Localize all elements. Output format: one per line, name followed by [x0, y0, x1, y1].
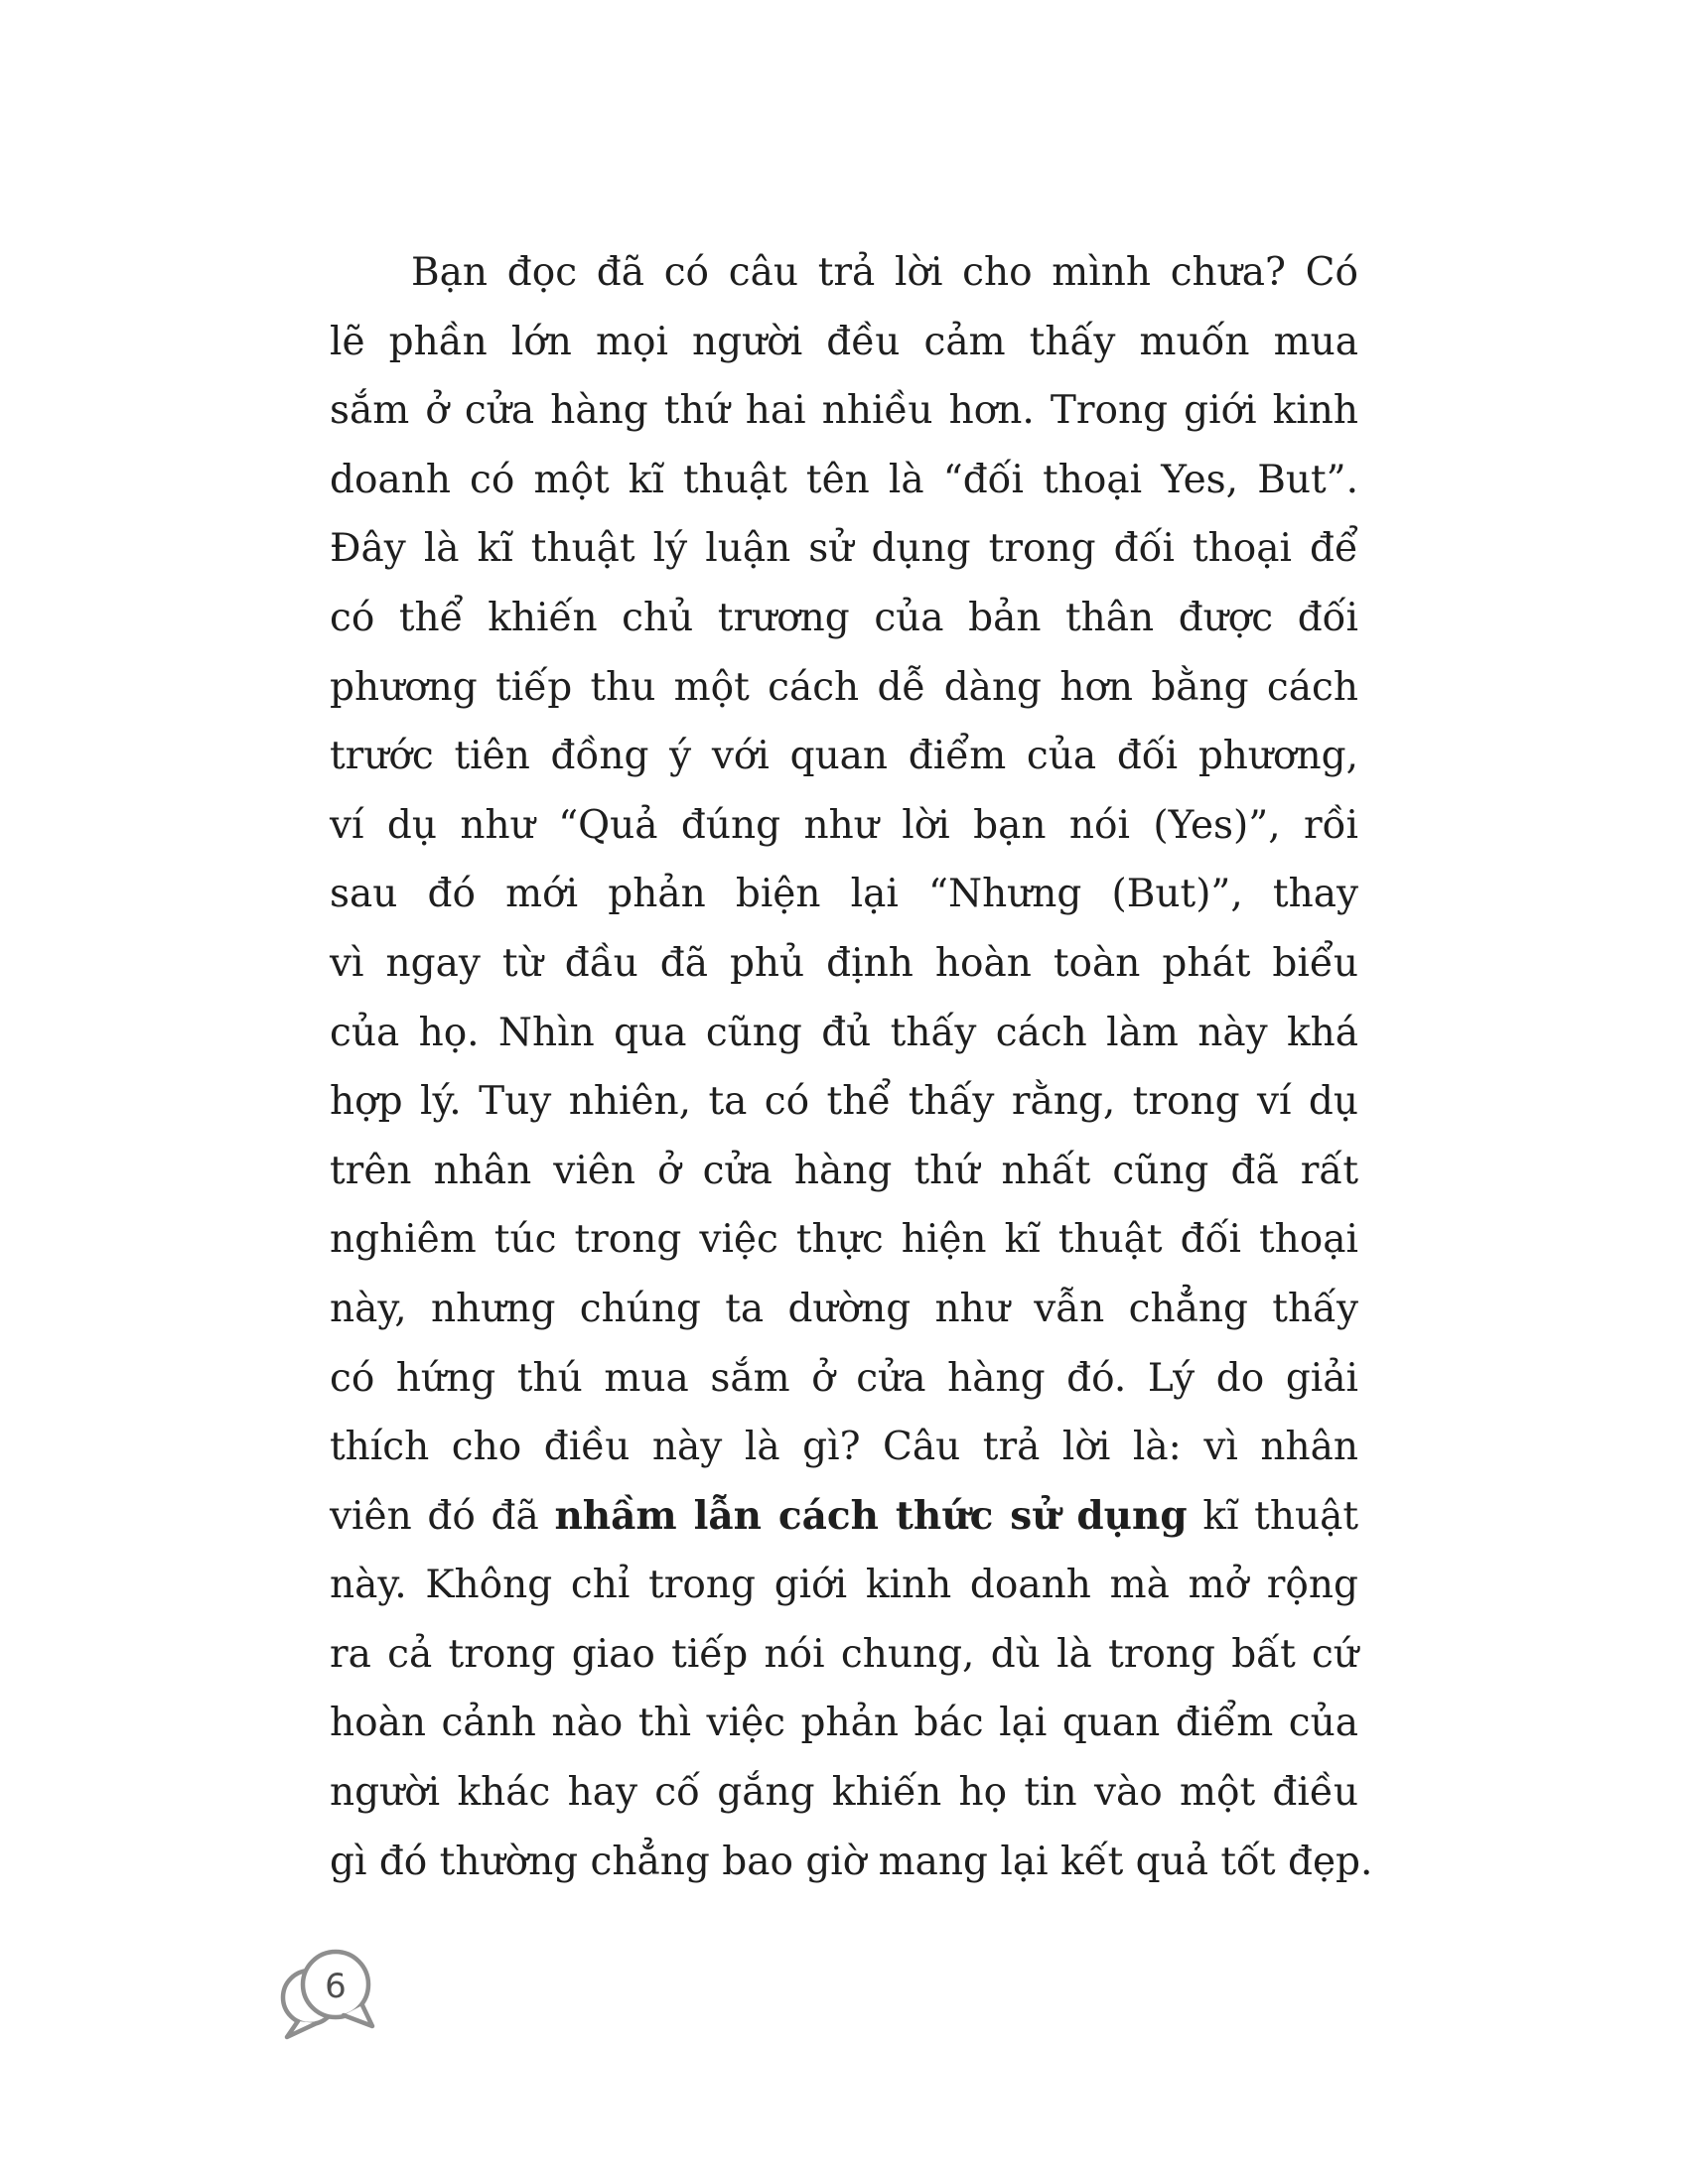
text-line: ví dụ như “Quả đúng như lời bạn nói (Yes)”, rồi — [330, 802, 1358, 848]
body-text — [330, 238, 1373, 1896]
text-line: của họ. Nhìn qua cũng đủ thấy cách làm này khá — [330, 1010, 1358, 1055]
page-number: 6 — [325, 1967, 347, 2006]
text-line: người khác hay cố gắng khiến họ tin vào một điều — [330, 1770, 1358, 1816]
text-line: phương tiếp thu một cách dễ dàng hơn bằng cách — [330, 664, 1358, 710]
text-line: ra cả trong giao tiếp nói chung, dù là trong bất cứ — [330, 1631, 1358, 1677]
text-line: có hứng thú mua sắm ở cửa hàng đó. Lý do giải — [330, 1355, 1358, 1401]
text-line: có thể khiến chủ trương của bản thân được đối — [330, 595, 1358, 640]
text-line: sắm ở cửa hàng thứ hai nhiều hơn. Trong giới kinh — [330, 388, 1358, 434]
text-line: Đây là kĩ thuật lý luận sử dụng trong đối thoại để — [330, 526, 1358, 572]
text-line: này. Không chỉ trong giới kinh doanh mà mở rộng — [330, 1563, 1358, 1608]
text-line: hợp lý. Tuy nhiên, ta có thể thấy rằng, trong ví dụ — [330, 1079, 1358, 1125]
text-line: gì đó thường chẳng bao giờ mang lại kết quả tốt đẹp. — [330, 1839, 1373, 1884]
speech-bubbles-icon — [274, 1942, 379, 2043]
bold-emphasis: nhầm lẫn cách thức sử dụng — [554, 1492, 1188, 1539]
text-line: sau đó mới phản biện lại “Nhưng (But)”, thay — [330, 872, 1358, 917]
text-line: doanh có một kĩ thuật tên là “đối thoại Yes, But”. — [330, 457, 1358, 502]
text-line: này, nhưng chúng ta dường như vẫn chẳng thấy — [330, 1286, 1358, 1331]
text-line: vì ngay từ đầu đã phủ định hoàn toàn phát biểu — [330, 940, 1358, 986]
text-line: nghiêm túc trong việc thực hiện kĩ thuật đối thoại — [330, 1217, 1358, 1263]
page-footer — [274, 1942, 379, 2043]
text-line: lẽ phần lớn mọi người đều cảm thấy muốn mua — [330, 319, 1358, 364]
text-run: viên đó đã — [330, 1493, 555, 1539]
text-run: kĩ thuật — [1187, 1493, 1358, 1539]
text-line: hoàn cảnh nào thì việc phản bác lại quan điểm của — [330, 1701, 1358, 1746]
text-line: thích cho điều này là gì? Câu trả lời là: vì nhân — [330, 1425, 1358, 1470]
text-line: Bạn đọc đã có câu trả lời cho mình chưa? Có — [411, 250, 1358, 295]
text-line: trước tiên đồng ý với quan điểm của đối phương, — [330, 734, 1358, 779]
text-line — [330, 1482, 1358, 1552]
text-line: trên nhân viên ở cửa hàng thứ nhất cũng đã rất — [330, 1148, 1358, 1193]
